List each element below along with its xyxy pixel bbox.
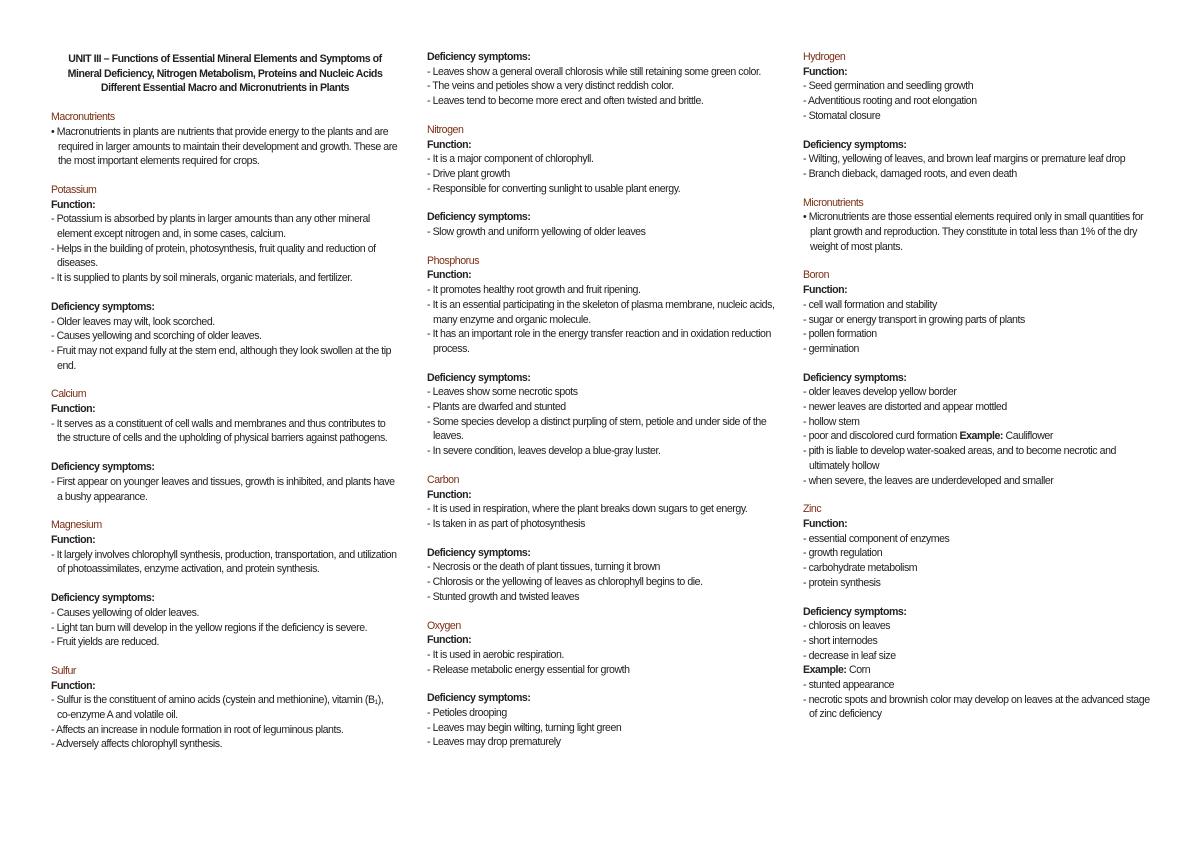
- phosphorus-function-item: - It has an important role in the energy transfer reaction and in oxidation reduction process.: [427, 328, 771, 355]
- nitrogen-function-label: Function:: [427, 138, 472, 151]
- potassium-function-label: Function:: [51, 198, 96, 211]
- hydrogen-function-label: Function:: [803, 65, 848, 78]
- column-3: [803, 50, 1153, 722]
- page-title: [51, 52, 399, 96]
- magnesium-heading: Magnesium: [51, 519, 102, 532]
- magnesium-deficiency-item: - Fruit yields are reduced.: [51, 636, 159, 649]
- sulfur-heading: Sulfur: [51, 664, 76, 677]
- column-1: [51, 50, 399, 752]
- phosphorus-heading: Phosphorus: [427, 254, 480, 267]
- boron-curd-text: - poor and discolored curd formation: [803, 430, 960, 443]
- zinc-deficiency-item: - chlorosis on leaves: [803, 620, 891, 633]
- sulfur-function-item: - Adversely affects chlorophyll synthesis.: [51, 738, 223, 751]
- nitrogen-function-item: - Responsible for converting sunlight to usable plant energy.: [427, 182, 681, 195]
- zinc-deficiency-item: - necrotic spots and brownish color may develop on leaves at the advanced stage of zinc deficiency: [803, 693, 1150, 721]
- hydrogen-function-item: - Stomatal closure: [803, 109, 881, 122]
- zinc-example: [803, 663, 1153, 678]
- macronutrients-heading: Macronutrients: [51, 111, 115, 124]
- sulfur-deficiency-item: - The veins and petioles show a very distinct reddish color.: [427, 80, 674, 93]
- zinc-heading: Zinc: [803, 503, 822, 516]
- sulfur-deficiency-label: Deficiency symptoms:: [427, 51, 531, 63]
- boron-deficiency-item: - hollow stem: [803, 415, 860, 428]
- zinc-deficiency-item: - decrease in leaf size: [803, 649, 896, 662]
- zinc-function-item: - protein synthesis: [803, 576, 881, 589]
- oxygen-deficiency-item: - Petioles drooping: [427, 707, 507, 720]
- phosphorus-function-item: - It is an essential participating in the skeleton of plasma membrane, nucleic acids, many enzyme and organic molecule.: [427, 298, 775, 326]
- nitrogen-function-item: - It is a major component of chlorophyll.: [427, 153, 594, 166]
- phosphorus-deficiency-item: - Plants are dwarfed and stunted: [427, 401, 566, 414]
- phosphorus-deficiency-label: Deficiency symptoms:: [427, 371, 531, 384]
- zinc-deficiency-item: - stunted appearance: [803, 679, 895, 692]
- zinc-example-label: Example:: [803, 664, 847, 677]
- magnesium-deficiency-label: Deficiency symptoms:: [51, 592, 155, 605]
- micronutrients-heading: Micronutrients: [803, 196, 864, 209]
- oxygen-function-item: - It is used in aerobic respiration.: [427, 648, 564, 661]
- potassium-deficiency-item: - Older leaves may wilt, look scorched.: [51, 315, 215, 328]
- carbon-function-label: Function:: [427, 488, 472, 501]
- carbon-function-item: - It is used in respiration, where the plant breaks down sugars to get energy.: [427, 503, 748, 516]
- oxygen-heading: Oxygen: [427, 619, 461, 632]
- hydrogen-heading: Hydrogen: [803, 51, 846, 63]
- hydrogen-function-item: - Adventitious rooting and root elongation: [803, 95, 977, 108]
- boron-deficiency-item: - newer leaves are distorted and appear mottled: [803, 401, 1007, 414]
- sulfur-function-item: - Affects an increase in nodule formation in root of leguminous plants.: [51, 723, 344, 736]
- sulfur-deficiency-item: - Leaves show a general overall chlorosis while still retaining some green color.: [427, 65, 761, 78]
- boron-deficiency-item: - when severe, the leaves are underdeveloped and smaller: [803, 474, 1054, 487]
- nitrogen-function-item: - Drive plant growth: [427, 167, 510, 180]
- zinc-function-item: - essential component of enzymes: [803, 532, 950, 545]
- sulfur-deficiency-item: - Leaves tend to become more erect and often twisted and brittle.: [427, 95, 704, 108]
- sulfur-function-item: - Sulfur is the constituent of amino acids (cystein and methionine), vitamin (B₁), co-enzyme A and volatile oil.: [51, 694, 384, 722]
- oxygen-function-item: - Release metabolic energy essential for growth: [427, 663, 630, 676]
- sulfur-function-label: Function:: [51, 679, 96, 692]
- nitrogen-heading: Nitrogen: [427, 123, 464, 136]
- calcium-deficiency-label: Deficiency symptoms:: [51, 461, 155, 474]
- nitrogen-deficiency-label: Deficiency symptoms:: [427, 211, 531, 224]
- carbon-deficiency-item: - Chlorosis or the yellowing of leaves as chlorophyll begins to die.: [427, 576, 703, 589]
- phosphorus-function-item: - It promotes healthy root growth and fruit ripening.: [427, 284, 641, 297]
- boron-example-label: Example:: [959, 430, 1003, 443]
- boron-function-item: - sugar or energy transport in growing parts of plants: [803, 313, 1025, 326]
- phosphorus-deficiency-item: - Some species develop a distinct purpling of stem, petiole and under side of the leaves.: [427, 415, 767, 443]
- boron-deficiency-item: - pith is liable to develop water-soaked areas, and to become necrotic and ultimately hollow: [803, 445, 1116, 472]
- phosphorus-deficiency-item: - In severe condition, leaves develop a blue-gray luster.: [427, 445, 661, 458]
- boron-deficiency-item: - older leaves develop yellow border: [803, 386, 957, 399]
- phosphorus-deficiency-item: - Leaves show some necrotic spots: [427, 386, 578, 399]
- zinc-function-item: - growth regulation: [803, 547, 883, 560]
- hydrogen-deficiency-label: Deficiency symptoms:: [803, 138, 907, 151]
- oxygen-deficiency-item: - Leaves may drop prematurely: [427, 736, 561, 749]
- hydrogen-deficiency-item: - Branch dieback, damaged roots, and even death: [803, 167, 1017, 180]
- magnesium-function-label: Function:: [51, 533, 96, 546]
- magnesium-function-item: - It largely involves chlorophyll synthesis, production, transportation, and utilization of photoassimilates, enzyme activation, and protein synthesis.: [51, 548, 397, 576]
- boron-function-label: Function:: [803, 284, 848, 297]
- zinc-deficiency-item: - short internodes: [803, 634, 878, 647]
- oxygen-deficiency-item: - Leaves may begin wilting, turning light green: [427, 721, 622, 734]
- boron-deficiency-label: Deficiency symptoms:: [803, 371, 907, 384]
- zinc-example-value: Corn: [846, 664, 871, 677]
- carbon-heading: Carbon: [427, 473, 460, 486]
- zinc-function-item: - carbohydrate metabolism: [803, 562, 918, 575]
- boron-function-item: - cell wall formation and stability: [803, 298, 937, 311]
- title-line-1: UNIT III – Functions of Essential Mineral Elements and Symptoms of: [68, 53, 382, 65]
- carbon-deficiency-label: Deficiency symptoms:: [427, 546, 531, 559]
- macronutrients-text: • Macronutrients in plants are nutrients that provide energy to the plants and are required in larger amounts to maintain their development and growth. These are the most important elements required for crops.: [51, 125, 398, 168]
- hydrogen-deficiency-item: - Wilting, yellowing of leaves, and brown leaf margins or premature leaf drop: [803, 153, 1126, 166]
- calcium-heading: Calcium: [51, 388, 87, 401]
- carbon-function-item: - Is taken in as part of photosynthesis: [427, 517, 585, 530]
- zinc-deficiency-label: Deficiency symptoms:: [803, 605, 907, 618]
- magnesium-deficiency-item: - Causes yellowing of older leaves.: [51, 606, 199, 619]
- potassium-heading: Potassium: [51, 183, 97, 196]
- nitrogen-deficiency-item: - Slow growth and uniform yellowing of older leaves: [427, 226, 646, 239]
- potassium-function-item: - Helps in the building of protein, photosynthesis, fruit quality and reduction of diseases.: [51, 242, 376, 270]
- magnesium-deficiency-item: - Light tan burn will develop in the yellow regions if the deficiency is severe.: [51, 621, 368, 634]
- boron-curd-item: [803, 429, 1153, 444]
- calcium-function-label: Function:: [51, 403, 96, 416]
- calcium-function-item: - It serves as a constituent of cell walls and membranes and thus contributes to the structure of cells and the upholding of physical barriers against pathogens.: [51, 417, 388, 445]
- title-line-2: Mineral Deficiency, Nitrogen Metabolism, Proteins and Nucleic Acids: [67, 67, 383, 80]
- column-2: [427, 50, 777, 750]
- zinc-function-label: Function:: [803, 517, 848, 530]
- potassium-function-item: - It is supplied to plants by soil minerals, organic materials, and fertilizer.: [51, 272, 353, 285]
- potassium-deficiency-label: Deficiency symptoms:: [51, 300, 155, 313]
- potassium-deficiency-item: - Fruit may not expand fully at the stem end, although they look swollen at the tip end.: [51, 344, 392, 372]
- oxygen-deficiency-label: Deficiency symptoms:: [427, 692, 531, 705]
- micronutrients-text: • Micronutrients are those essential elements required only in small quantities for plant growth and reproduction. They constitute in total less than 1% of the dry weight of most plants.: [803, 211, 1144, 253]
- oxygen-function-label: Function:: [427, 634, 472, 647]
- title-line-3: Different Essential Macro and Micronutrients in Plants: [100, 82, 350, 95]
- carbon-deficiency-item: - Necrosis or the death of plant tissues, turning it brown: [427, 561, 660, 574]
- potassium-deficiency-item: - Causes yellowing and scorching of older leaves.: [51, 330, 262, 343]
- potassium-function-item: - Potassium is absorbed by plants in larger amounts than any other mineral element except nitrogen and, in some cases, calcium.: [51, 213, 370, 241]
- calcium-deficiency-item: - First appear on younger leaves and tissues, growth is inhibited, and plants have a bushy appearance.: [51, 475, 395, 503]
- boron-example-value: Cauliflower: [1003, 430, 1053, 443]
- phosphorus-function-label: Function:: [427, 269, 472, 282]
- boron-function-item: - germination: [803, 342, 859, 355]
- hydrogen-function-item: - Seed germination and seedling growth: [803, 80, 974, 93]
- boron-function-item: - pollen formation: [803, 328, 877, 341]
- carbon-deficiency-item: - Stunted growth and twisted leaves: [427, 590, 580, 603]
- boron-heading: Boron: [803, 269, 830, 282]
